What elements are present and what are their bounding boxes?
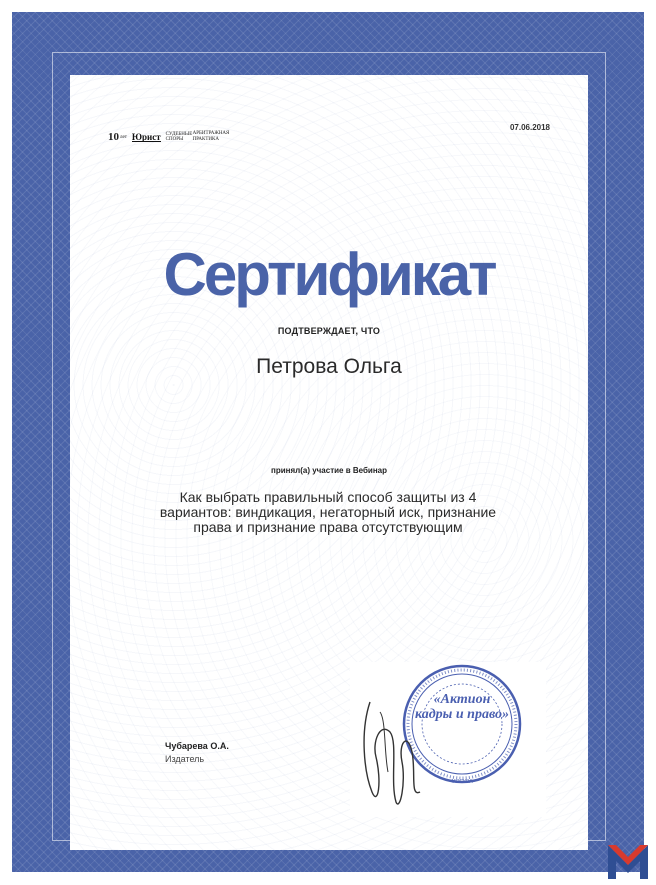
certificate-date: 07.06.2018 bbox=[509, 123, 550, 132]
stamp-and-signature bbox=[350, 662, 546, 817]
stamp-seal-icon bbox=[350, 662, 546, 817]
signer-role: Издатель bbox=[165, 754, 205, 764]
certificate-paper bbox=[70, 75, 588, 850]
yurist-logo: Юрист bbox=[131, 131, 161, 142]
certificate-title: Сертификат bbox=[163, 241, 495, 308]
participation-label: принял(а) участие в Вебинар bbox=[270, 466, 387, 475]
stamp-text: «Актион кадры и право» bbox=[414, 692, 510, 722]
confirms-label: ПОДТВЕРЖДАЕТ, ЧТО bbox=[277, 326, 381, 336]
anniversary-logo: 10лет bbox=[108, 131, 127, 143]
arbitration-practice-logo: АРБИТРАЖНАЯ ПРАКТИКА bbox=[192, 131, 230, 142]
publisher-logos bbox=[108, 129, 230, 145]
brand-m-logo-icon bbox=[606, 841, 650, 881]
stamp-city: МОСКВА bbox=[451, 779, 473, 785]
court-disputes-logo: СУДЕБНЫЕ СПОРЫ bbox=[165, 132, 193, 142]
participant-name: Петрова Ольга bbox=[256, 355, 402, 378]
webinar-topic: Как выбрать правильный способ защиты из 4 вариантов: виндикация, негаторный иск, признание права и признание права отсутствующим bbox=[159, 489, 497, 535]
signer-name: Чубарева О.А. bbox=[165, 741, 229, 751]
